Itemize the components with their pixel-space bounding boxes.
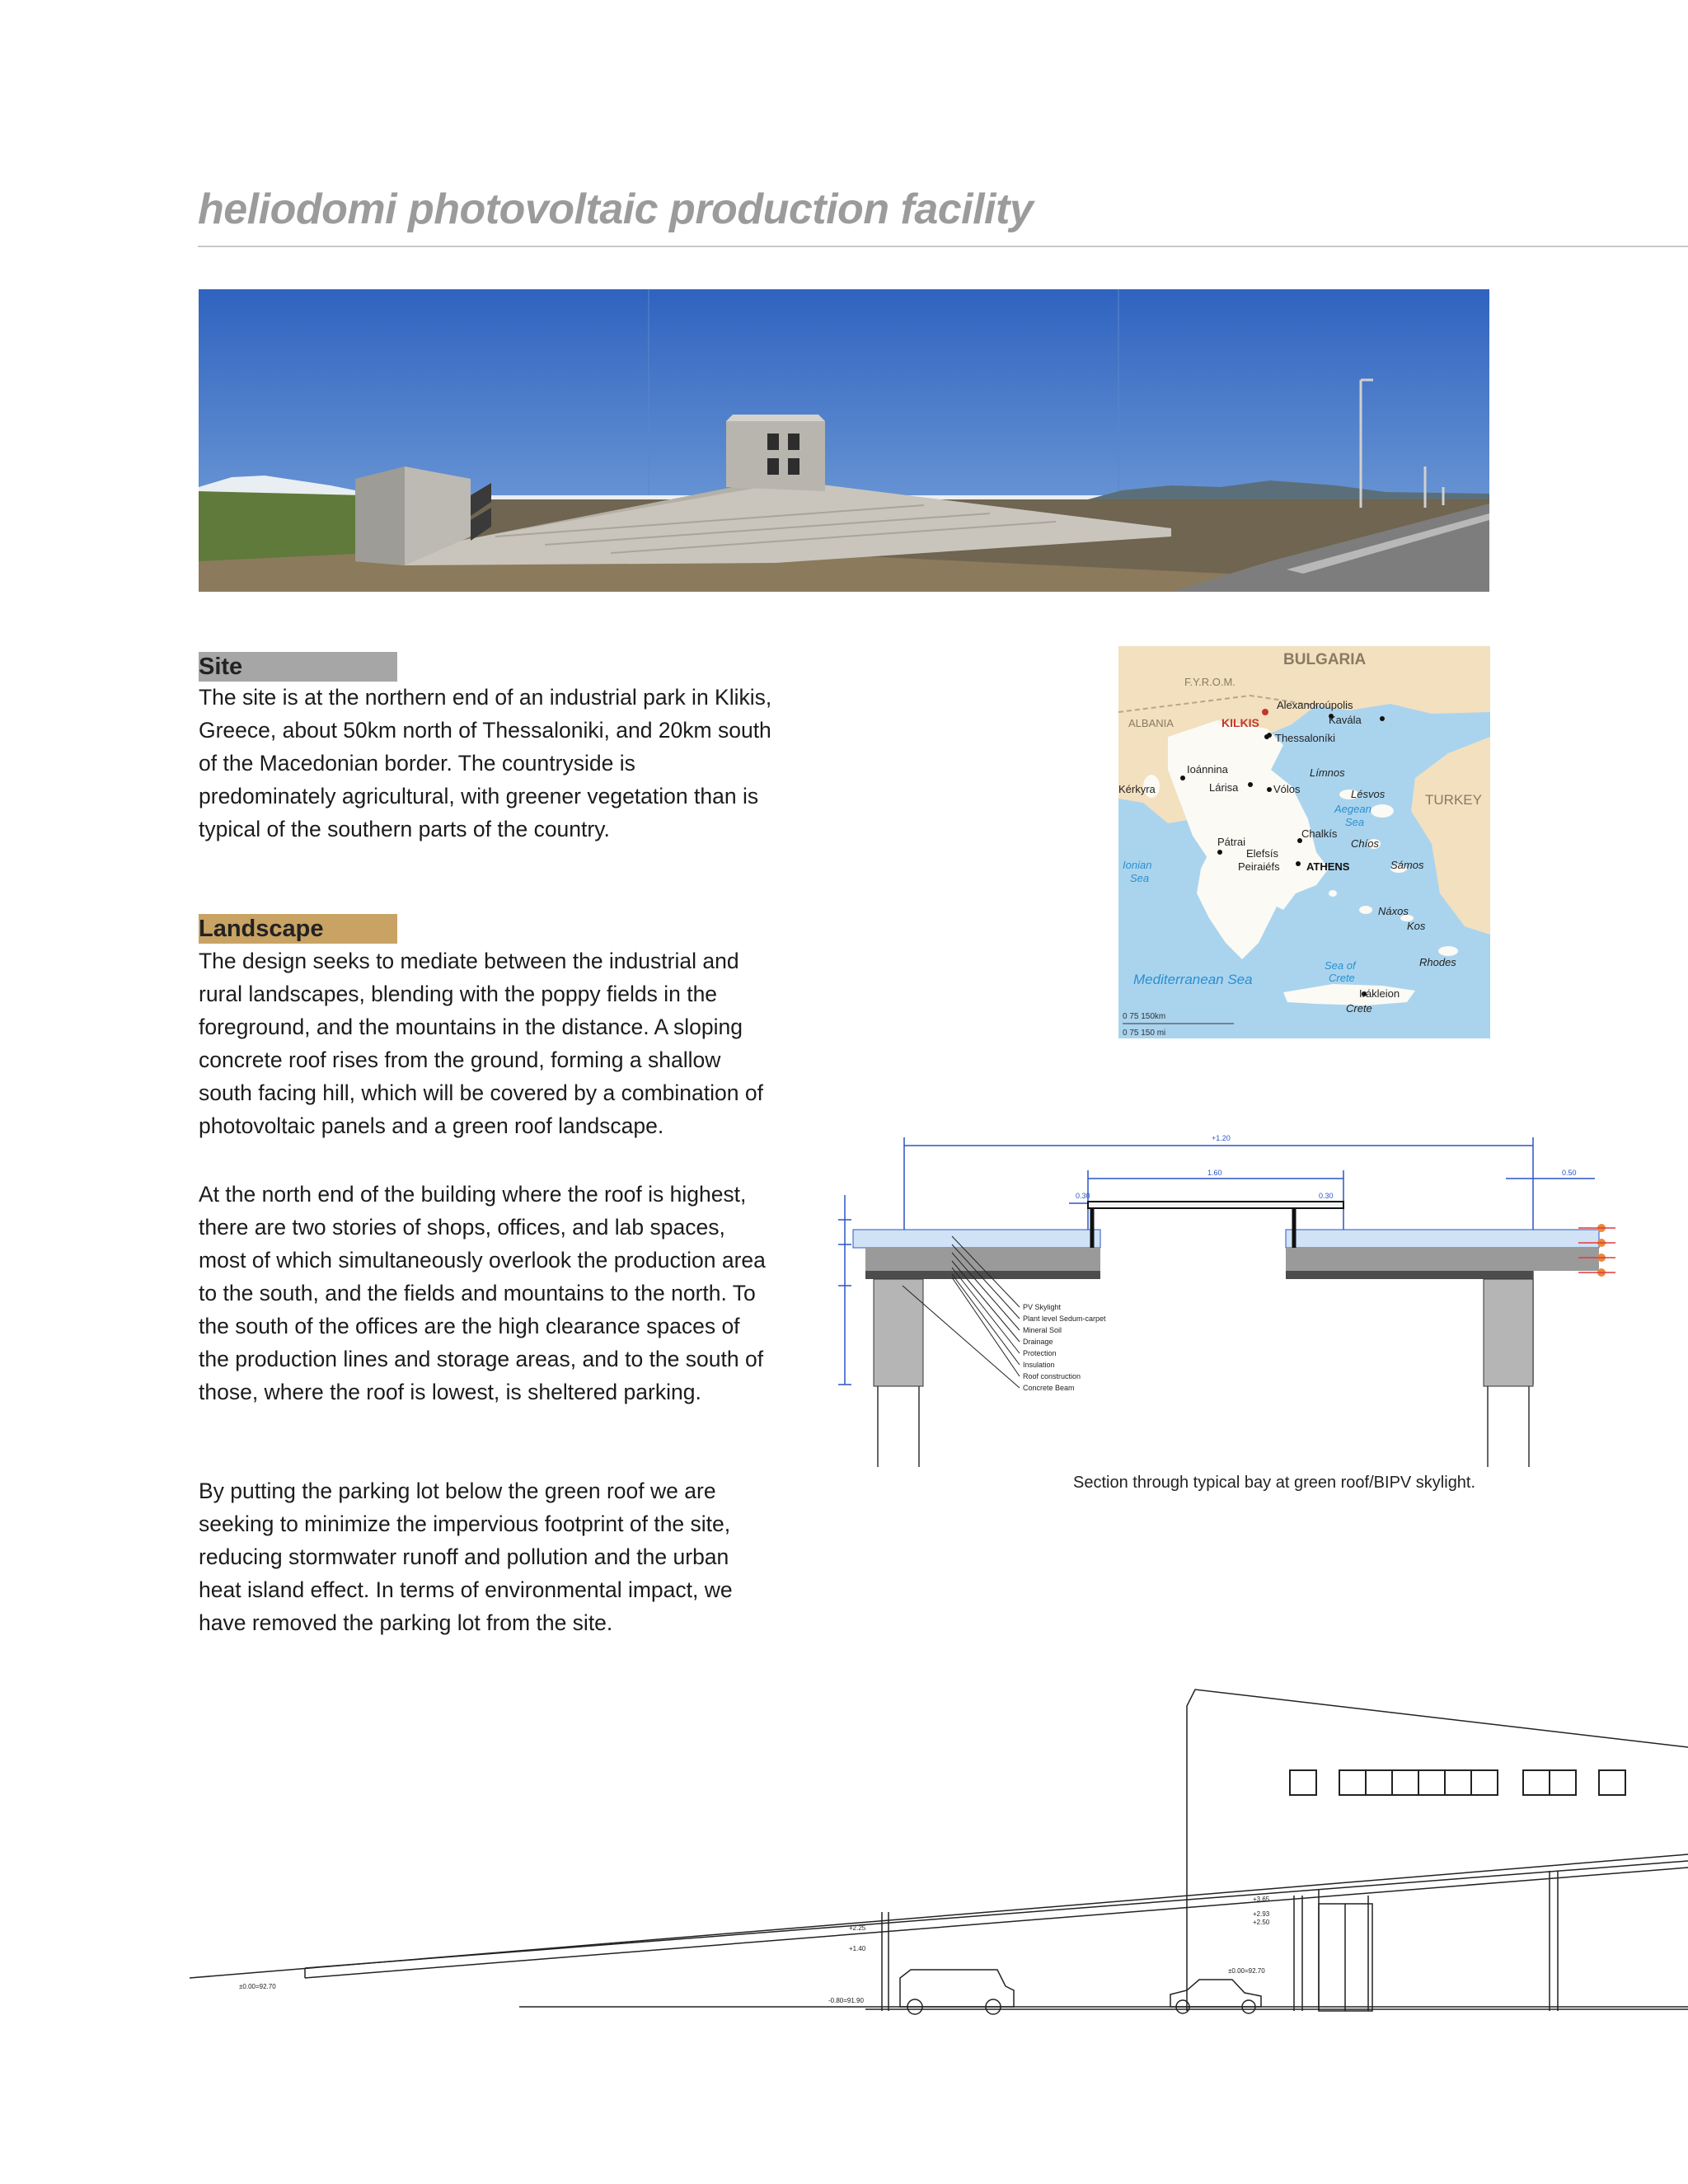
level-marker: +3.65 bbox=[1253, 1896, 1270, 1903]
legend-item: Protection bbox=[1023, 1349, 1057, 1357]
green-roof-section-drawing bbox=[804, 1113, 1688, 1467]
site-heading: Site bbox=[199, 652, 397, 682]
legend-item: Roof construction bbox=[1023, 1372, 1081, 1380]
map-label-rhodes: Rhodes bbox=[1419, 956, 1456, 968]
map-label-ionian: Ionian bbox=[1123, 859, 1152, 871]
map-label-thessaloniki: Thessaloníki bbox=[1275, 732, 1335, 744]
map-label-kavala: Kavála bbox=[1329, 714, 1362, 726]
site-body: The site is at the northern end of an industrial park in Klikis, Greece, about 50km north of Thessaloniki, and 20km south of the Macedonian border. The countryside is predominately agricultural, with greener vegetation than is typical of the southern parts of the country. bbox=[199, 685, 772, 841]
map-label-crete: Crete bbox=[1346, 1002, 1372, 1015]
greece-map bbox=[1118, 646, 1490, 1038]
map-label-chios: Chíos bbox=[1351, 837, 1379, 850]
map-label-elefsis: Elefsís bbox=[1246, 847, 1279, 860]
map-label-chalkis: Chalkís bbox=[1301, 827, 1338, 840]
map-label-turkey: TURKEY bbox=[1425, 792, 1482, 808]
level-marker: +2.93 bbox=[1253, 1910, 1270, 1918]
map-label-larisa: Lárisa bbox=[1209, 781, 1239, 794]
page-title: heliodomi photovoltaic production facility bbox=[198, 185, 1034, 233]
level-marker: +2.25 bbox=[849, 1924, 866, 1932]
landscape-paragraph-3: By putting the parking lot below the green roof we are seeking to minimize the impervious footprint of the site, reducing stormwater runoff and pollution and the urban heat island effect. In terms of environmental impact, we have removed the parking lot from the site. bbox=[199, 1479, 733, 1635]
landscape-heading: Landscape bbox=[199, 914, 397, 944]
map-label-kerkyra: Kérkyra bbox=[1118, 783, 1156, 795]
map-label-athens: ATHENS bbox=[1306, 860, 1350, 873]
level-ground-left: ±0.00=92.70 bbox=[239, 1983, 276, 1990]
map-label-crete-sea: Crete bbox=[1329, 972, 1355, 984]
map-label-samos: Sámos bbox=[1390, 859, 1424, 871]
legend-item: Mineral Soil bbox=[1023, 1326, 1062, 1334]
map-label-volos: Vólos bbox=[1273, 783, 1301, 795]
map-label-ioannina: Ioánnina bbox=[1187, 763, 1228, 776]
level-marker: -0.80=91.90 bbox=[828, 1997, 864, 2004]
section-caption: Section through typical bay at green roof/BIPV skylight. bbox=[1073, 1474, 1476, 1492]
legend-item: PV Skylight bbox=[1023, 1303, 1062, 1311]
level-marker: +2.50 bbox=[1253, 1919, 1270, 1926]
legend-item: Concrete Beam bbox=[1023, 1384, 1075, 1392]
dim-left-a: 0.30 bbox=[1076, 1192, 1090, 1200]
map-scale-km: 0 75 150km bbox=[1123, 1012, 1166, 1021]
map-label-patrai: Pátrai bbox=[1217, 836, 1245, 848]
map-label-alexandroupolis: Alexandroúpolis bbox=[1277, 699, 1353, 711]
dim-overall: +1.20 bbox=[1212, 1134, 1231, 1142]
legend-item: Plant level Sedum-carpet bbox=[1023, 1315, 1106, 1323]
level-marker: ±0.00=92.70 bbox=[1228, 1967, 1265, 1975]
map-label-limnos: Límnos bbox=[1310, 766, 1345, 779]
site-panorama-photo bbox=[199, 289, 1489, 592]
legend-item: Insulation bbox=[1023, 1361, 1055, 1369]
map-label-peiraieus: Peiraiéfs bbox=[1238, 860, 1280, 873]
building-elevation-drawing bbox=[190, 1673, 1688, 2019]
map-label-naxos: Náxos bbox=[1378, 905, 1409, 917]
dim-right-a: 0.30 bbox=[1319, 1192, 1334, 1200]
map-label-irakleion: Irákleion bbox=[1359, 987, 1400, 1000]
map-label-aegean: Aegean bbox=[1334, 803, 1372, 815]
map-label-albania: ALBANIA bbox=[1128, 717, 1174, 729]
landscape-paragraph-2: At the north end of the building where the roof is highest, there are two stories of shops, offices, and lab spaces, most of which simultaneously overlook the production area to the south, and the fields and mountains to the north. To the south of the offices are the high clearance spaces of the production lines and storage areas, and to the south of those, where the roof is lowest, is sheltered parking. bbox=[199, 1182, 766, 1404]
map-label-bulgaria: BULGARIA bbox=[1283, 651, 1367, 668]
map-label-fyrom: F.Y.R.O.M. bbox=[1184, 676, 1236, 688]
map-label-aegean-sea: Sea bbox=[1345, 816, 1365, 828]
legend-item: Drainage bbox=[1023, 1338, 1053, 1346]
map-label-lesvos: Lésvos bbox=[1351, 788, 1386, 800]
landscape-paragraph-1: The design seeks to mediate between the industrial and rural landscapes, blending with the poppy fields in the foreground, and the mountains in the distance. A sloping concrete roof rises from the ground, forming a shallow south facing hill, which will be covered by a combination of photovoltaic panels and a green roof landscape. bbox=[199, 949, 763, 1138]
dim-span: 1.60 bbox=[1207, 1169, 1222, 1177]
map-label-sea-of: Sea of bbox=[1325, 959, 1356, 972]
map-label-kos: Kos bbox=[1407, 920, 1426, 932]
map-label-kilkis: KILKIS bbox=[1221, 716, 1259, 729]
map-scale-mi: 0 75 150 mi bbox=[1123, 1029, 1166, 1038]
dim-right: 0.50 bbox=[1562, 1169, 1577, 1177]
map-label-ionian-sea: Sea bbox=[1130, 872, 1150, 884]
level-marker: +1.40 bbox=[849, 1945, 866, 1952]
map-label-mediterranean: Mediterranean Sea bbox=[1133, 972, 1253, 987]
title-rule bbox=[198, 246, 1688, 247]
